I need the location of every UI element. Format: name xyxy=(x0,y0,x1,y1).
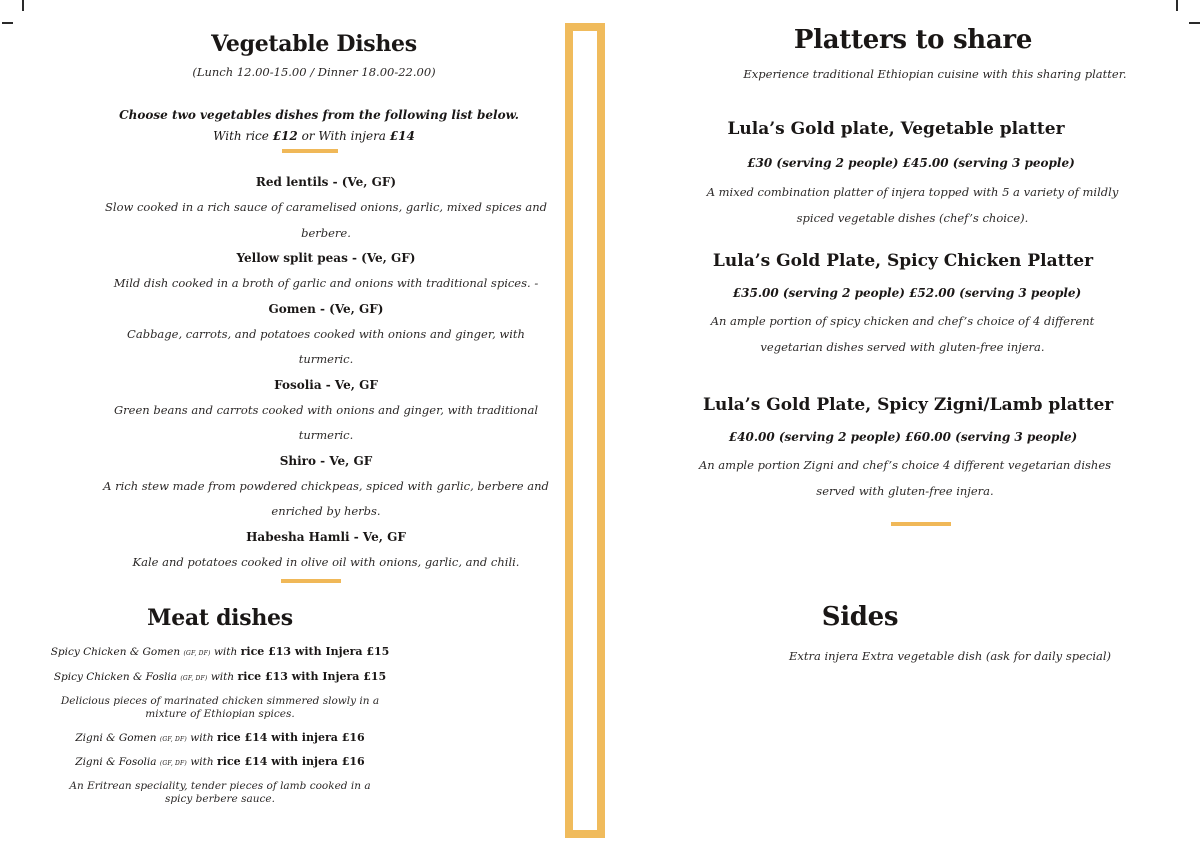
meat-item-tags: (GF, DF) xyxy=(159,736,187,743)
platter-description xyxy=(690,308,1115,360)
price-injera: £14 xyxy=(389,129,415,143)
meat-item-with: with xyxy=(213,646,238,658)
dish-name: Habesha Hamli - Ve, GF xyxy=(246,529,406,544)
vegetable-dishes-title: Vegetable Dishes xyxy=(211,31,417,57)
vegetable-dish-list xyxy=(86,170,566,575)
platter-description-line: A mixed combination platter of injera topped with 5 a variety of mildly xyxy=(706,185,1119,199)
meat-item-name: Spicy Chicken & Gomen xyxy=(50,646,181,658)
meat-item xyxy=(40,645,400,658)
platter-description-line: An ample portion of spicy chicken and chef’s choice of 4 different xyxy=(710,314,1095,328)
meat-item-with: with xyxy=(190,756,214,768)
lamb-description: An Eritrean speciality, tender pieces of lamb cooked in a spicy berbere sauce. xyxy=(69,780,371,805)
crop-mark-top-left-horizontal xyxy=(2,22,13,24)
meat-item-prices: rice £13 with Injera £15 xyxy=(240,645,390,658)
list-item xyxy=(86,449,566,525)
platter-price: £40.00 (serving 2 people) £60.00 (serving 3 people) xyxy=(728,430,1078,444)
meat-item-with: with xyxy=(190,732,214,744)
meat-item-tags: (GF, DF) xyxy=(180,675,208,682)
platter-description-line: spiced vegetable dishes (chef’s choice). xyxy=(796,211,1029,225)
crop-mark-top-left-vertical xyxy=(22,0,24,11)
crop-mark-top-right-horizontal xyxy=(1189,22,1200,24)
platter-description-line: vegetarian dishes served with gluten-free injera. xyxy=(760,340,1045,354)
vegetable-instruction: Choose two vegetables dishes from the following list below. xyxy=(119,108,519,122)
platter-description xyxy=(690,452,1120,504)
meat-dishes-title: Meat dishes xyxy=(147,605,293,631)
dish-description: Slow cooked in a rich sauce of caramelised onions, garlic, mixed spices and berbere. xyxy=(105,200,547,240)
list-item xyxy=(86,525,566,576)
meat-item-name: Zigni & Fosolia xyxy=(75,756,157,768)
platter-description-line: An ample portion Zigni and chef’s choice 4 different vegetarian dishes xyxy=(698,458,1112,472)
platters-intro: Experience traditional Ethiopian cuisine with this sharing platter. xyxy=(743,67,1127,81)
platter-name: Lula’s Gold Plate, Spicy Zigni/Lamb platter xyxy=(703,395,1114,415)
price-injera-label: or With injera xyxy=(301,129,386,143)
dish-name: Gomen - (Ve, GF) xyxy=(268,301,384,316)
price-rice: £12 xyxy=(272,129,298,143)
meat-item xyxy=(40,670,400,683)
dish-name: Red lentils - (Ve, GF) xyxy=(255,175,397,189)
gold-underline xyxy=(891,522,951,526)
platter-name: Lula’s Gold Plate, Spicy Chicken Platter xyxy=(712,251,1094,271)
platter-price: £35.00 (serving 2 people) £52.00 (serving 3 people) xyxy=(732,286,1082,300)
dish-description: A rich stew made from powdered chickpeas, spiced with garlic, berbere and enriched by herbs. xyxy=(103,478,549,518)
vegetable-price-line xyxy=(114,129,514,143)
sides-title: Sides xyxy=(821,602,899,632)
chicken-description: Delicious pieces of marinated chicken simmered slowly in a mixture of Ethiopian spices. xyxy=(60,695,380,720)
list-item xyxy=(86,170,566,246)
platter-price: £30 (serving 2 people) £45.00 (serving 3 people) xyxy=(747,156,1075,170)
meat-item-prices: rice £14 with injera £16 xyxy=(216,755,365,768)
price-rice-label: With rice xyxy=(213,129,269,143)
gold-underline xyxy=(281,579,341,583)
meat-item-with: with xyxy=(210,671,235,683)
list-item xyxy=(86,297,566,373)
meat-item xyxy=(40,755,400,768)
platter-description xyxy=(690,179,1135,231)
dish-description: Green beans and carrots cooked with onions and ginger, with traditional turmeric. xyxy=(113,402,539,442)
dish-name: Yellow split peas - (Ve, GF) xyxy=(236,251,416,265)
list-item xyxy=(86,246,566,297)
gold-underline xyxy=(282,149,338,153)
dish-name: Fosolia - Ve, GF xyxy=(274,377,378,392)
platter-description-line: served with gluten-free injera. xyxy=(816,484,994,498)
meat-item-tags: (GF, DF) xyxy=(183,650,211,657)
meat-item-name: Zigni & Gomen xyxy=(75,732,157,744)
gold-divider-frame xyxy=(565,23,605,838)
meat-item-prices: rice £13 with Injera £15 xyxy=(237,670,387,683)
platters-title: Platters to share xyxy=(793,25,1033,55)
sides-text: Extra injera Extra vegetable dish (ask for daily special) xyxy=(788,649,1112,663)
vegetable-hours: (Lunch 12.00-15.00 / Dinner 18.00-22.00) xyxy=(192,65,436,79)
meat-item-name: Spicy Chicken & Foslia xyxy=(53,671,178,683)
meat-item-tags: (GF, DF) xyxy=(159,760,187,767)
meat-item xyxy=(40,731,400,744)
crop-mark-top-right-vertical xyxy=(1176,0,1178,11)
dish-description: Cabbage, carrots, and potatoes cooked with onions and ginger, with turmeric. xyxy=(127,326,525,366)
meat-item-prices: rice £14 with injera £16 xyxy=(216,731,365,744)
platter-name: Lula’s Gold plate, Vegetable platter xyxy=(727,119,1065,139)
list-item xyxy=(86,373,566,449)
dish-description: Mild dish cooked in a broth of garlic and onions with traditional spices. - xyxy=(113,276,539,290)
dish-description: Kale and potatoes cooked in olive oil with onions, garlic, and chili. xyxy=(132,554,520,569)
dish-name: Shiro - Ve, GF xyxy=(279,453,373,468)
